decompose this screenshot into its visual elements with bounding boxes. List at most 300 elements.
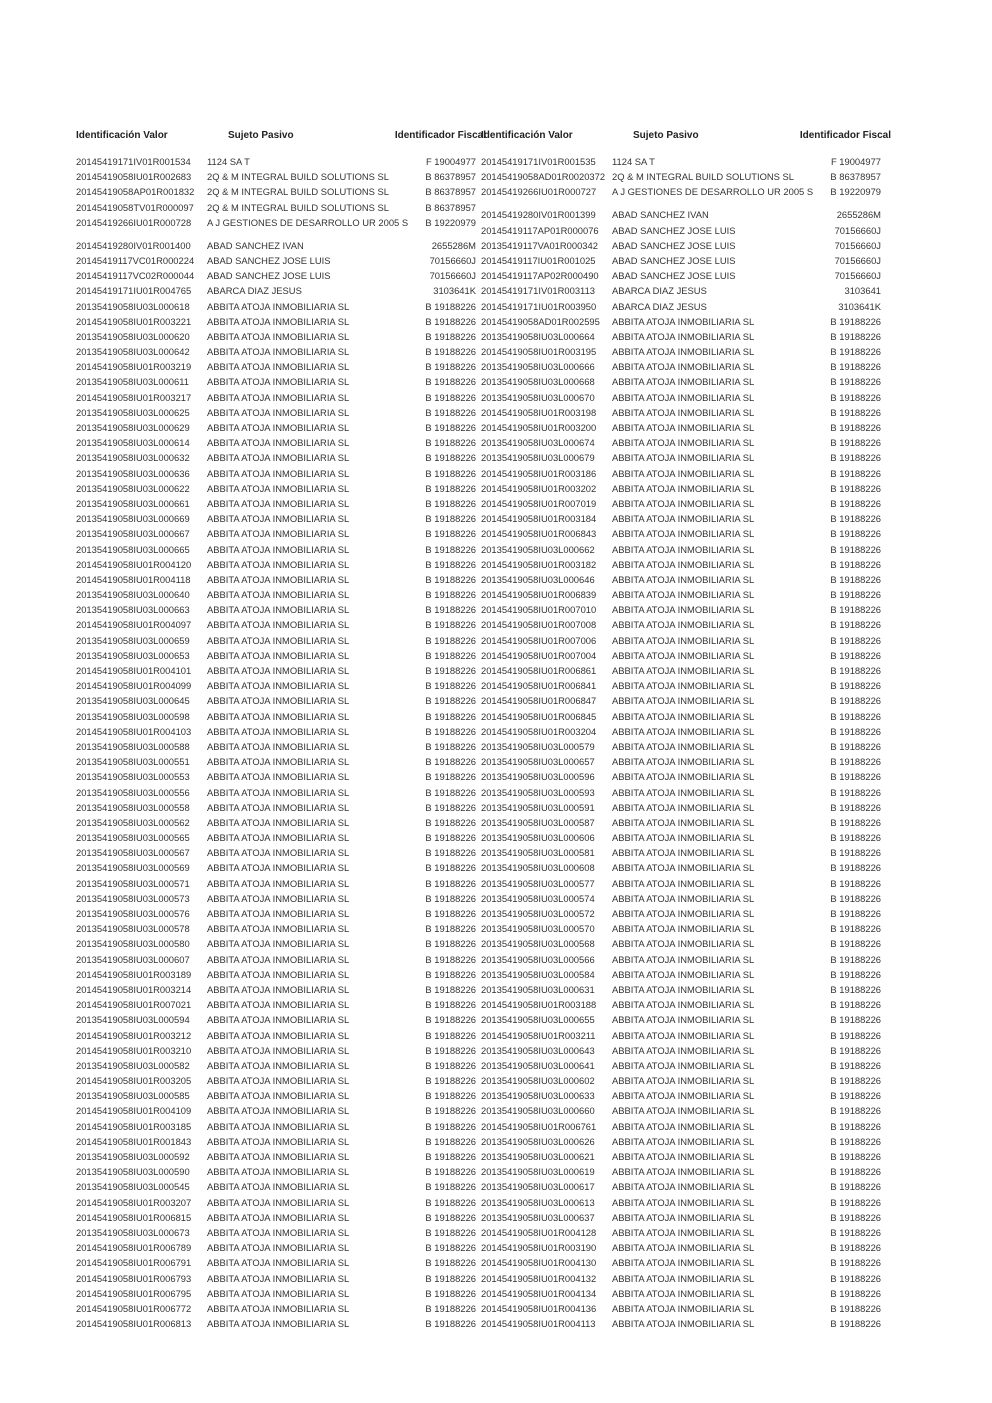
table-row: [481, 817, 891, 832]
cell-identificador-fiscal: B 19188226: [425, 847, 476, 859]
cell-identificador-fiscal: B 19188226: [830, 953, 881, 965]
cell-sujeto-pasivo: ABBITA ATOJA INMOBILIARIA SL: [612, 619, 755, 631]
cell-sujeto-pasivo: ABBITA ATOJA INMOBILIARIA SL: [612, 1318, 755, 1330]
table-row: [481, 771, 891, 786]
cell-sujeto-pasivo: ABBITA ATOJA INMOBILIARIA SL: [207, 862, 350, 874]
header-identificador-fiscal: Identificador Fiscal: [394, 130, 486, 141]
cell-sujeto-pasivo: ABBITA ATOJA INMOBILIARIA SL: [612, 816, 755, 828]
cell-identificador-fiscal: B 19188226: [830, 1196, 881, 1208]
table-row: [76, 741, 486, 756]
table-row: [76, 1318, 486, 1333]
cell-identificacion-valor: 20135419058IU03L000590: [76, 1166, 190, 1178]
cell-identificador-fiscal: B 19188226: [830, 634, 881, 646]
cell-identificador-fiscal: B 19188226: [425, 725, 476, 737]
table-row: [76, 1257, 486, 1272]
header-identificacion-valor: Identificación Valor: [481, 130, 573, 141]
table-row: [481, 999, 891, 1014]
cell-sujeto-pasivo: 1124 SA T: [612, 156, 655, 167]
cell-identificacion-valor: 20135419058IU03L000579: [481, 740, 595, 752]
table-row: [76, 1060, 486, 1075]
cell-identificacion-valor: 20135419058IU03L000640: [76, 589, 190, 601]
cell-identificacion-valor: 20135419058IU03L000573: [76, 892, 190, 904]
table-row: [76, 954, 486, 969]
table-row: [481, 847, 891, 862]
cell-identificacion-valor: 20135419058IU03L000572: [481, 908, 595, 919]
cell-identificacion-valor: 20145419058IU01R007006: [481, 634, 597, 646]
cell-sujeto-pasivo: ABAD SANCHEZ JOSE LUIS: [612, 270, 736, 282]
cell-sujeto-pasivo: A J GESTIONES DE DESARROLLO UR 2005 S: [612, 186, 814, 198]
cell-identificador-fiscal: B 19188226: [830, 649, 881, 661]
cell-identificacion-valor: 20135419058IU03L000660: [481, 1105, 595, 1117]
cell-identificador-fiscal: B 19188226: [830, 437, 881, 449]
cell-identificacion-valor: 20145419058IU01R003210: [76, 1044, 192, 1056]
cell-sujeto-pasivo: ABBITA ATOJA INMOBILIARIA SL: [207, 832, 350, 844]
table-row: [481, 316, 891, 331]
cell-sujeto-pasivo: ABBITA ATOJA INMOBILIARIA SL: [207, 892, 350, 904]
cell-identificador-fiscal: B 19188226: [830, 330, 881, 342]
table-row: [76, 771, 486, 786]
table-row: [481, 1257, 891, 1272]
table-row: [76, 1166, 486, 1181]
table-row: [481, 574, 891, 589]
cell-identificacion-valor: 20135419058IU03L000636: [76, 467, 190, 479]
cell-sujeto-pasivo: ABBITA ATOJA INMOBILIARIA SL: [207, 1302, 350, 1314]
table-row: [76, 468, 486, 483]
cell-identificador-fiscal: B 19188226: [830, 1257, 881, 1269]
cell-identificador-fiscal: B 19188226: [830, 1242, 881, 1254]
cell-identificacion-valor: 20145419058IU01R006841: [481, 680, 597, 692]
table-row: [481, 407, 891, 422]
cell-identificacion-valor: 20135419058IU03L000669: [76, 513, 190, 525]
cell-sujeto-pasivo: ABBITA ATOJA INMOBILIARIA SL: [207, 983, 350, 995]
cell-sujeto-pasivo: ABBITA ATOJA INMOBILIARIA SL: [207, 786, 350, 798]
cell-sujeto-pasivo: ABBITA ATOJA INMOBILIARIA SL: [207, 1075, 350, 1087]
cell-identificador-fiscal: B 19188226: [425, 877, 476, 889]
cell-identificador-fiscal: B 19188226: [830, 543, 881, 555]
cell-identificacion-valor: 20145419058IU01R004099: [76, 680, 192, 692]
cell-identificador-fiscal: B 19188226: [425, 1120, 476, 1132]
table-row: [481, 392, 891, 407]
cell-sujeto-pasivo: ABBITA ATOJA INMOBILIARIA SL: [612, 908, 755, 919]
cell-identificador-fiscal: B 19188226: [830, 376, 881, 388]
cell-sujeto-pasivo: ABBITA ATOJA INMOBILIARIA SL: [207, 497, 350, 509]
cell-identificador-fiscal: B 19188226: [425, 1211, 476, 1223]
cell-identificacion-valor: 20145419280IV01R001399: [481, 209, 596, 221]
cell-identificacion-valor: 20135419058IU03L000556: [76, 786, 190, 798]
cell-identificador-fiscal: B 19188226: [425, 1287, 476, 1299]
cell-sujeto-pasivo: ABBITA ATOJA INMOBILIARIA SL: [207, 968, 350, 980]
table-row: [76, 1045, 486, 1060]
cell-identificacion-valor: 20145419058AP01R001832: [76, 186, 195, 198]
cell-identificador-fiscal: B 19188226: [425, 361, 476, 373]
cell-sujeto-pasivo: ABBITA ATOJA INMOBILIARIA SL: [612, 346, 755, 358]
cell-identificador-fiscal: B 19188226: [425, 1181, 476, 1193]
cell-identificacion-valor: 20135419058IU03L000653: [76, 649, 190, 661]
cell-sujeto-pasivo: ABBITA ATOJA INMOBILIARIA SL: [207, 1120, 350, 1132]
table-row: [76, 528, 486, 543]
cell-identificacion-valor: 20145419058IU01R007019: [481, 497, 597, 509]
cell-identificacion-valor: 20145419058IU01R004118: [76, 573, 191, 585]
table-row: [481, 604, 891, 619]
cell-identificador-fiscal: B 19188226: [425, 1166, 476, 1178]
cell-identificador-fiscal: B 19188226: [830, 832, 881, 844]
table-row: [76, 847, 486, 862]
cell-identificador-fiscal: B 19188226: [830, 1302, 881, 1314]
table-row: [76, 316, 486, 331]
cell-sujeto-pasivo: ABBITA ATOJA INMOBILIARIA SL: [207, 406, 350, 418]
cell-identificacion-valor: 20135419058IU03L000576: [76, 908, 190, 919]
table-row: [481, 1227, 891, 1242]
cell-identificador-fiscal: 2655286M: [431, 239, 476, 251]
cell-identificador-fiscal: B 19188226: [830, 877, 881, 889]
cell-sujeto-pasivo: ABBITA ATOJA INMOBILIARIA SL: [612, 1242, 755, 1254]
table-row: [76, 452, 486, 467]
cell-sujeto-pasivo: ABBITA ATOJA INMOBILIARIA SL: [207, 710, 350, 722]
cell-identificador-fiscal: B 19188226: [830, 968, 881, 980]
cell-identificacion-valor: 20135419058IU03L000592: [76, 1151, 190, 1162]
table-row: [481, 285, 891, 300]
cell-identificacion-valor: 20145419058IU01R003212: [76, 1029, 192, 1041]
table-row: [76, 422, 486, 437]
cell-identificador-fiscal: B 19188226: [830, 604, 881, 616]
cell-identificacion-valor: 20135419058IU03L000641: [481, 1059, 595, 1071]
table-row: [76, 559, 486, 574]
cell-identificador-fiscal: B 19188226: [425, 634, 476, 646]
cell-sujeto-pasivo: ABBITA ATOJA INMOBILIARIA SL: [612, 1257, 755, 1269]
cell-identificacion-valor: 20145419171IV01R001534: [76, 156, 191, 167]
cell-identificador-fiscal: B 19188226: [425, 513, 476, 525]
cell-identificador-fiscal: B 19188226: [425, 1302, 476, 1314]
table-row: [76, 1105, 486, 1120]
cell-identificacion-valor: 20135419058IU03L000670: [481, 391, 595, 403]
cell-identificacion-valor: 20135419058IU03L000661: [76, 497, 190, 509]
cell-sujeto-pasivo: ABBITA ATOJA INMOBILIARIA SL: [207, 1318, 350, 1330]
cell-sujeto-pasivo: ABBITA ATOJA INMOBILIARIA SL: [207, 1090, 350, 1102]
cell-sujeto-pasivo: ABBITA ATOJA INMOBILIARIA SL: [207, 1242, 350, 1254]
cell-sujeto-pasivo: ABBITA ATOJA INMOBILIARIA SL: [207, 619, 350, 631]
cell-sujeto-pasivo: ABBITA ATOJA INMOBILIARIA SL: [612, 1044, 755, 1056]
cell-sujeto-pasivo: ABBITA ATOJA INMOBILIARIA SL: [612, 983, 755, 995]
cell-identificador-fiscal: B 19188226: [830, 1029, 881, 1041]
header-sujeto-pasivo: Sujeto Pasivo: [228, 130, 294, 141]
cell-sujeto-pasivo: ABBITA ATOJA INMOBILIARIA SL: [207, 938, 350, 950]
table-row: [76, 392, 486, 407]
cell-identificador-fiscal: B 19188226: [830, 1211, 881, 1223]
table-row: [481, 695, 891, 710]
cell-identificacion-valor: 20145419058IU01R006843: [481, 528, 597, 540]
cell-identificador-fiscal: B 19188226: [425, 786, 476, 798]
cell-identificacion-valor: 20145419266IU01R000727: [481, 186, 597, 198]
table-row: [481, 680, 891, 695]
table-row: [481, 346, 891, 361]
table-row: [76, 832, 486, 847]
cell-sujeto-pasivo: ABBITA ATOJA INMOBILIARIA SL: [207, 482, 350, 494]
cell-sujeto-pasivo: ABBITA ATOJA INMOBILIARIA SL: [207, 604, 350, 616]
cell-sujeto-pasivo: ABBITA ATOJA INMOBILIARIA SL: [612, 771, 755, 783]
cell-identificador-fiscal: B 19188226: [830, 680, 881, 692]
cell-sujeto-pasivo: ABAD SANCHEZ IVAN: [612, 209, 709, 221]
cell-identificador-fiscal: B 19188226: [425, 710, 476, 722]
cell-identificador-fiscal: B 19188226: [830, 1151, 881, 1162]
table-row: [76, 1151, 486, 1166]
cell-identificacion-valor: 20145419058IU01R006839: [481, 589, 597, 601]
table-row: [76, 513, 486, 528]
left-column-header: [76, 128, 486, 152]
table-row: [76, 1030, 486, 1045]
cell-identificacion-valor: 20135419058IU03L000598: [76, 710, 190, 722]
cell-sujeto-pasivo: ABBITA ATOJA INMOBILIARIA SL: [612, 953, 755, 965]
cell-sujeto-pasivo: ABBITA ATOJA INMOBILIARIA SL: [612, 1105, 755, 1117]
cell-identificador-fiscal: B 19188226: [425, 1272, 476, 1284]
cell-identificacion-valor: 20135419058IU03L000633: [481, 1090, 595, 1102]
cell-identificacion-valor: 20145419117AP02R000490: [481, 270, 599, 282]
cell-identificador-fiscal: B 19188226: [830, 589, 881, 601]
table-row: [76, 171, 486, 186]
cell-identificacion-valor: 20145419058IU01R002683: [76, 171, 192, 183]
table-row: [76, 346, 486, 361]
table-row: [76, 604, 486, 619]
table-row: [481, 862, 891, 877]
cell-identificador-fiscal: B 19188226: [830, 665, 881, 676]
table-row: [76, 726, 486, 741]
table-row: [481, 1151, 891, 1166]
cell-identificador-fiscal: B 19188226: [830, 422, 881, 433]
cell-sujeto-pasivo: ABBITA ATOJA INMOBILIARIA SL: [612, 862, 755, 874]
table-row: [481, 1288, 891, 1303]
cell-identificador-fiscal: 70156660J: [834, 224, 881, 236]
cell-sujeto-pasivo: ABBITA ATOJA INMOBILIARIA SL: [612, 1272, 755, 1284]
cell-identificador-fiscal: 70156660J: [834, 239, 881, 251]
cell-sujeto-pasivo: ABBITA ATOJA INMOBILIARIA SL: [612, 1135, 755, 1147]
cell-identificador-fiscal: B 19188226: [830, 1135, 881, 1147]
cell-identificador-fiscal: B 19188226: [830, 786, 881, 798]
cell-identificador-fiscal: B 19188226: [425, 391, 476, 403]
header-sujeto-pasivo: Sujeto Pasivo: [633, 130, 699, 141]
cell-sujeto-pasivo: ABBITA ATOJA INMOBILIARIA SL: [207, 816, 350, 828]
cell-identificador-fiscal: B 19188226: [830, 452, 881, 464]
cell-sujeto-pasivo: ABBITA ATOJA INMOBILIARIA SL: [612, 1014, 755, 1026]
cell-identificador-fiscal: B 19188226: [830, 1044, 881, 1056]
table-row: [481, 1075, 891, 1090]
table-row: [481, 1014, 891, 1029]
cell-identificador-fiscal: B 19188226: [425, 908, 476, 919]
cell-sujeto-pasivo: ABBITA ATOJA INMOBILIARIA SL: [612, 695, 755, 707]
table-row: [76, 817, 486, 832]
cell-identificador-fiscal: B 19188226: [830, 938, 881, 950]
cell-sujeto-pasivo: ABBITA ATOJA INMOBILIARIA SL: [207, 680, 350, 692]
table-row: [76, 1181, 486, 1196]
cell-identificacion-valor: 20135419058IU03L000667: [76, 528, 190, 540]
cell-identificador-fiscal: 70156660J: [429, 270, 476, 282]
cell-identificador-fiscal: B 19188226: [425, 649, 476, 661]
cell-identificacion-valor: 20145419058IU01R004130: [481, 1257, 597, 1269]
table-row: [481, 1303, 891, 1318]
cell-identificador-fiscal: B 19188226: [830, 619, 881, 631]
cell-identificador-fiscal: B 19188226: [830, 1105, 881, 1117]
cell-identificador-fiscal: B 19188226: [830, 482, 881, 494]
cell-sujeto-pasivo: 1124 SA T: [207, 156, 250, 167]
cell-identificacion-valor: 20135419058IU03L000593: [481, 786, 595, 798]
cell-sujeto-pasivo: ABBITA ATOJA INMOBILIARIA SL: [207, 771, 350, 783]
cell-identificacion-valor: 20135419058IU03L000659: [76, 634, 190, 646]
cell-identificacion-valor: 20135419058IU03L000617: [481, 1181, 595, 1193]
table-row: [481, 726, 891, 741]
cell-identificacion-valor: 20135419058IU03L000668: [481, 376, 595, 388]
cell-identificacion-valor: 20145419058IU01R006845: [481, 710, 597, 722]
table-row: [481, 528, 891, 543]
cell-identificacion-valor: 20135419058IU03L000665: [76, 543, 190, 555]
cell-identificacion-valor: 20145419117IU01R001025: [481, 254, 596, 266]
cell-sujeto-pasivo: ABBITA ATOJA INMOBILIARIA SL: [207, 452, 350, 464]
cell-identificacion-valor: 20145419058IU01R007010: [481, 604, 597, 616]
cell-sujeto-pasivo: ABBITA ATOJA INMOBILIARIA SL: [207, 1211, 350, 1223]
cell-sujeto-pasivo: ABBITA ATOJA INMOBILIARIA SL: [612, 1059, 755, 1071]
cell-identificacion-valor: 20145419171IV01R003113: [481, 285, 595, 297]
cell-sujeto-pasivo: ABBITA ATOJA INMOBILIARIA SL: [612, 452, 755, 464]
cell-identificador-fiscal: 3103641: [844, 285, 881, 297]
cell-identificador-fiscal: 70156660J: [834, 254, 881, 266]
cell-identificador-fiscal: B 19188226: [830, 695, 881, 707]
table-row: [76, 908, 486, 923]
cell-sujeto-pasivo: ABBITA ATOJA INMOBILIARIA SL: [612, 315, 755, 327]
cell-identificador-fiscal: B 19188226: [425, 300, 476, 312]
table-row: [76, 665, 486, 680]
cell-identificador-fiscal: B 19188226: [830, 346, 881, 358]
table-row: [76, 186, 486, 201]
table-row: [481, 984, 891, 999]
cell-sujeto-pasivo: ABBITA ATOJA INMOBILIARIA SL: [207, 665, 350, 676]
table-row: [76, 407, 486, 422]
cell-sujeto-pasivo: ABBITA ATOJA INMOBILIARIA SL: [612, 1226, 755, 1238]
cell-sujeto-pasivo: ABBITA ATOJA INMOBILIARIA SL: [612, 968, 755, 980]
cell-identificador-fiscal: B 19188226: [425, 1090, 476, 1102]
cell-identificador-fiscal: B 19188226: [425, 740, 476, 752]
table-row: [481, 908, 891, 923]
cell-sujeto-pasivo: ABBITA ATOJA INMOBILIARIA SL: [207, 346, 350, 358]
cell-identificador-fiscal: B 19188226: [830, 1272, 881, 1284]
cell-sujeto-pasivo: ABBITA ATOJA INMOBILIARIA SL: [612, 1287, 755, 1299]
cell-identificador-fiscal: B 19188226: [425, 1075, 476, 1087]
cell-identificador-fiscal: B 19188226: [425, 816, 476, 828]
table-row: [76, 938, 486, 953]
cell-identificacion-valor: 20135419058IU03L000622: [76, 482, 190, 494]
cell-sujeto-pasivo: ABBITA ATOJA INMOBILIARIA SL: [612, 1029, 755, 1041]
cell-identificador-fiscal: 70156660J: [834, 270, 881, 282]
table-row: [76, 1014, 486, 1029]
table-row: [76, 1227, 486, 1242]
cell-identificacion-valor: 20135419058IU03L000565: [76, 832, 190, 844]
cell-identificacion-valor: 20135419058IU03L000626: [481, 1135, 595, 1147]
cell-identificacion-valor: 20135419058IU03L000551: [76, 756, 190, 768]
cell-identificacion-valor: 20145419058IU01R003200: [481, 422, 597, 433]
cell-sujeto-pasivo: ABBITA ATOJA INMOBILIARIA SL: [612, 422, 755, 433]
cell-sujeto-pasivo: ABBITA ATOJA INMOBILIARIA SL: [612, 801, 755, 813]
cell-sujeto-pasivo: ABAD SANCHEZ JOSE LUIS: [207, 254, 331, 266]
table-row: [76, 893, 486, 908]
cell-sujeto-pasivo: ABBITA ATOJA INMOBILIARIA SL: [612, 847, 755, 859]
cell-identificador-fiscal: B 19188226: [830, 406, 881, 418]
cell-identificacion-valor: 20135419058IU03L000646: [481, 573, 595, 585]
cell-identificador-fiscal: B 19188226: [425, 892, 476, 904]
cell-identificacion-valor: 20135419058IU03L000637: [481, 1211, 595, 1223]
table-row: [481, 468, 891, 483]
table-row: [481, 331, 891, 346]
cell-sujeto-pasivo: ABARCA DIAZ JESUS: [207, 285, 302, 297]
cell-identificacion-valor: 20135419058IU03L000562: [76, 816, 190, 828]
cell-identificacion-valor: 20135419058IU03L000642: [76, 346, 190, 358]
cell-identificacion-valor: 20135419058IU03L000629: [76, 422, 190, 433]
table-row: [76, 270, 486, 285]
cell-sujeto-pasivo: ABBITA ATOJA INMOBILIARIA SL: [207, 908, 350, 919]
cell-sujeto-pasivo: ABBITA ATOJA INMOBILIARIA SL: [612, 437, 755, 449]
cell-identificacion-valor: 20135419058IU03L000578: [76, 923, 190, 935]
cell-sujeto-pasivo: ABBITA ATOJA INMOBILIARIA SL: [207, 1272, 350, 1284]
cell-sujeto-pasivo: ABBITA ATOJA INMOBILIARIA SL: [207, 1029, 350, 1041]
table-row: [481, 498, 891, 513]
cell-identificador-fiscal: B 19188226: [830, 771, 881, 783]
table-row: [481, 1105, 891, 1120]
cell-identificacion-valor: 20135419058IU03L000664: [481, 330, 595, 342]
cell-identificador-fiscal: B 19188226: [425, 1059, 476, 1071]
cell-identificador-fiscal: B 19188226: [830, 801, 881, 813]
table-row: [481, 1121, 891, 1136]
table-row: [481, 1197, 891, 1212]
cell-sujeto-pasivo: ABBITA ATOJA INMOBILIARIA SL: [207, 877, 350, 889]
table-row: [481, 1030, 891, 1045]
cell-identificacion-valor: 20135419058IU03L000585: [76, 1090, 190, 1102]
left-column-table: [76, 128, 486, 1333]
cell-sujeto-pasivo: ABAD SANCHEZ JOSE LUIS: [612, 254, 736, 266]
cell-identificacion-valor: 20145419058IU01R004101: [76, 665, 192, 676]
cell-identificacion-valor: 20145419058IU01R004113: [481, 1318, 596, 1330]
cell-identificador-fiscal: B 19188226: [425, 862, 476, 874]
cell-identificador-fiscal: B 19188226: [830, 1287, 881, 1299]
cell-sujeto-pasivo: ABBITA ATOJA INMOBILIARIA SL: [612, 558, 755, 570]
table-row: [481, 878, 891, 893]
table-row: [481, 270, 891, 285]
cell-identificador-fiscal: B 19188226: [830, 725, 881, 737]
cell-identificacion-valor: 20135419058IU03L000582: [76, 1059, 190, 1071]
cell-identificador-fiscal: B 19188226: [425, 756, 476, 768]
cell-identificacion-valor: 20135419058IU03L000606: [481, 832, 595, 844]
table-row: [76, 589, 486, 604]
table-row: [76, 695, 486, 710]
cell-sujeto-pasivo: ABBITA ATOJA INMOBILIARIA SL: [207, 1105, 350, 1117]
table-row: [481, 969, 891, 984]
cell-identificacion-valor: 20135419058IU03L000673: [76, 1226, 190, 1238]
table-row: [481, 923, 891, 938]
cell-identificador-fiscal: B 19188226: [830, 756, 881, 768]
cell-identificacion-valor: 20145419058IU01R003185: [76, 1120, 192, 1132]
cell-identificacion-valor: 20145419058IU01R003182: [481, 558, 597, 570]
cell-identificacion-valor: 20145419058IU01R004134: [481, 1287, 597, 1299]
cell-sujeto-pasivo: ABBITA ATOJA INMOBILIARIA SL: [207, 315, 350, 327]
table-row: [76, 1075, 486, 1090]
cell-identificacion-valor: 20135419058IU03L000666: [481, 361, 595, 373]
cell-identificador-fiscal: B 19188226: [830, 391, 881, 403]
cell-identificacion-valor: 20135419058IU03L000588: [76, 740, 190, 752]
cell-identificacion-valor: 20145419058IU01R006813: [76, 1318, 192, 1330]
cell-identificador-fiscal: B 19188226: [830, 467, 881, 479]
cell-identificador-fiscal: B 86378957: [425, 171, 476, 183]
cell-identificacion-valor: 20145419171IU01R003950: [481, 300, 597, 312]
cell-identificacion-valor: 20135419058IU03L000584: [481, 968, 595, 980]
cell-identificador-fiscal: F 19004977: [425, 156, 476, 167]
cell-sujeto-pasivo: ABBITA ATOJA INMOBILIARIA SL: [612, 1196, 755, 1208]
cell-identificacion-valor: 20145419058IU01R003207: [76, 1196, 192, 1208]
cell-sujeto-pasivo: ABBITA ATOJA INMOBILIARIA SL: [207, 437, 350, 449]
table-row: [481, 802, 891, 817]
